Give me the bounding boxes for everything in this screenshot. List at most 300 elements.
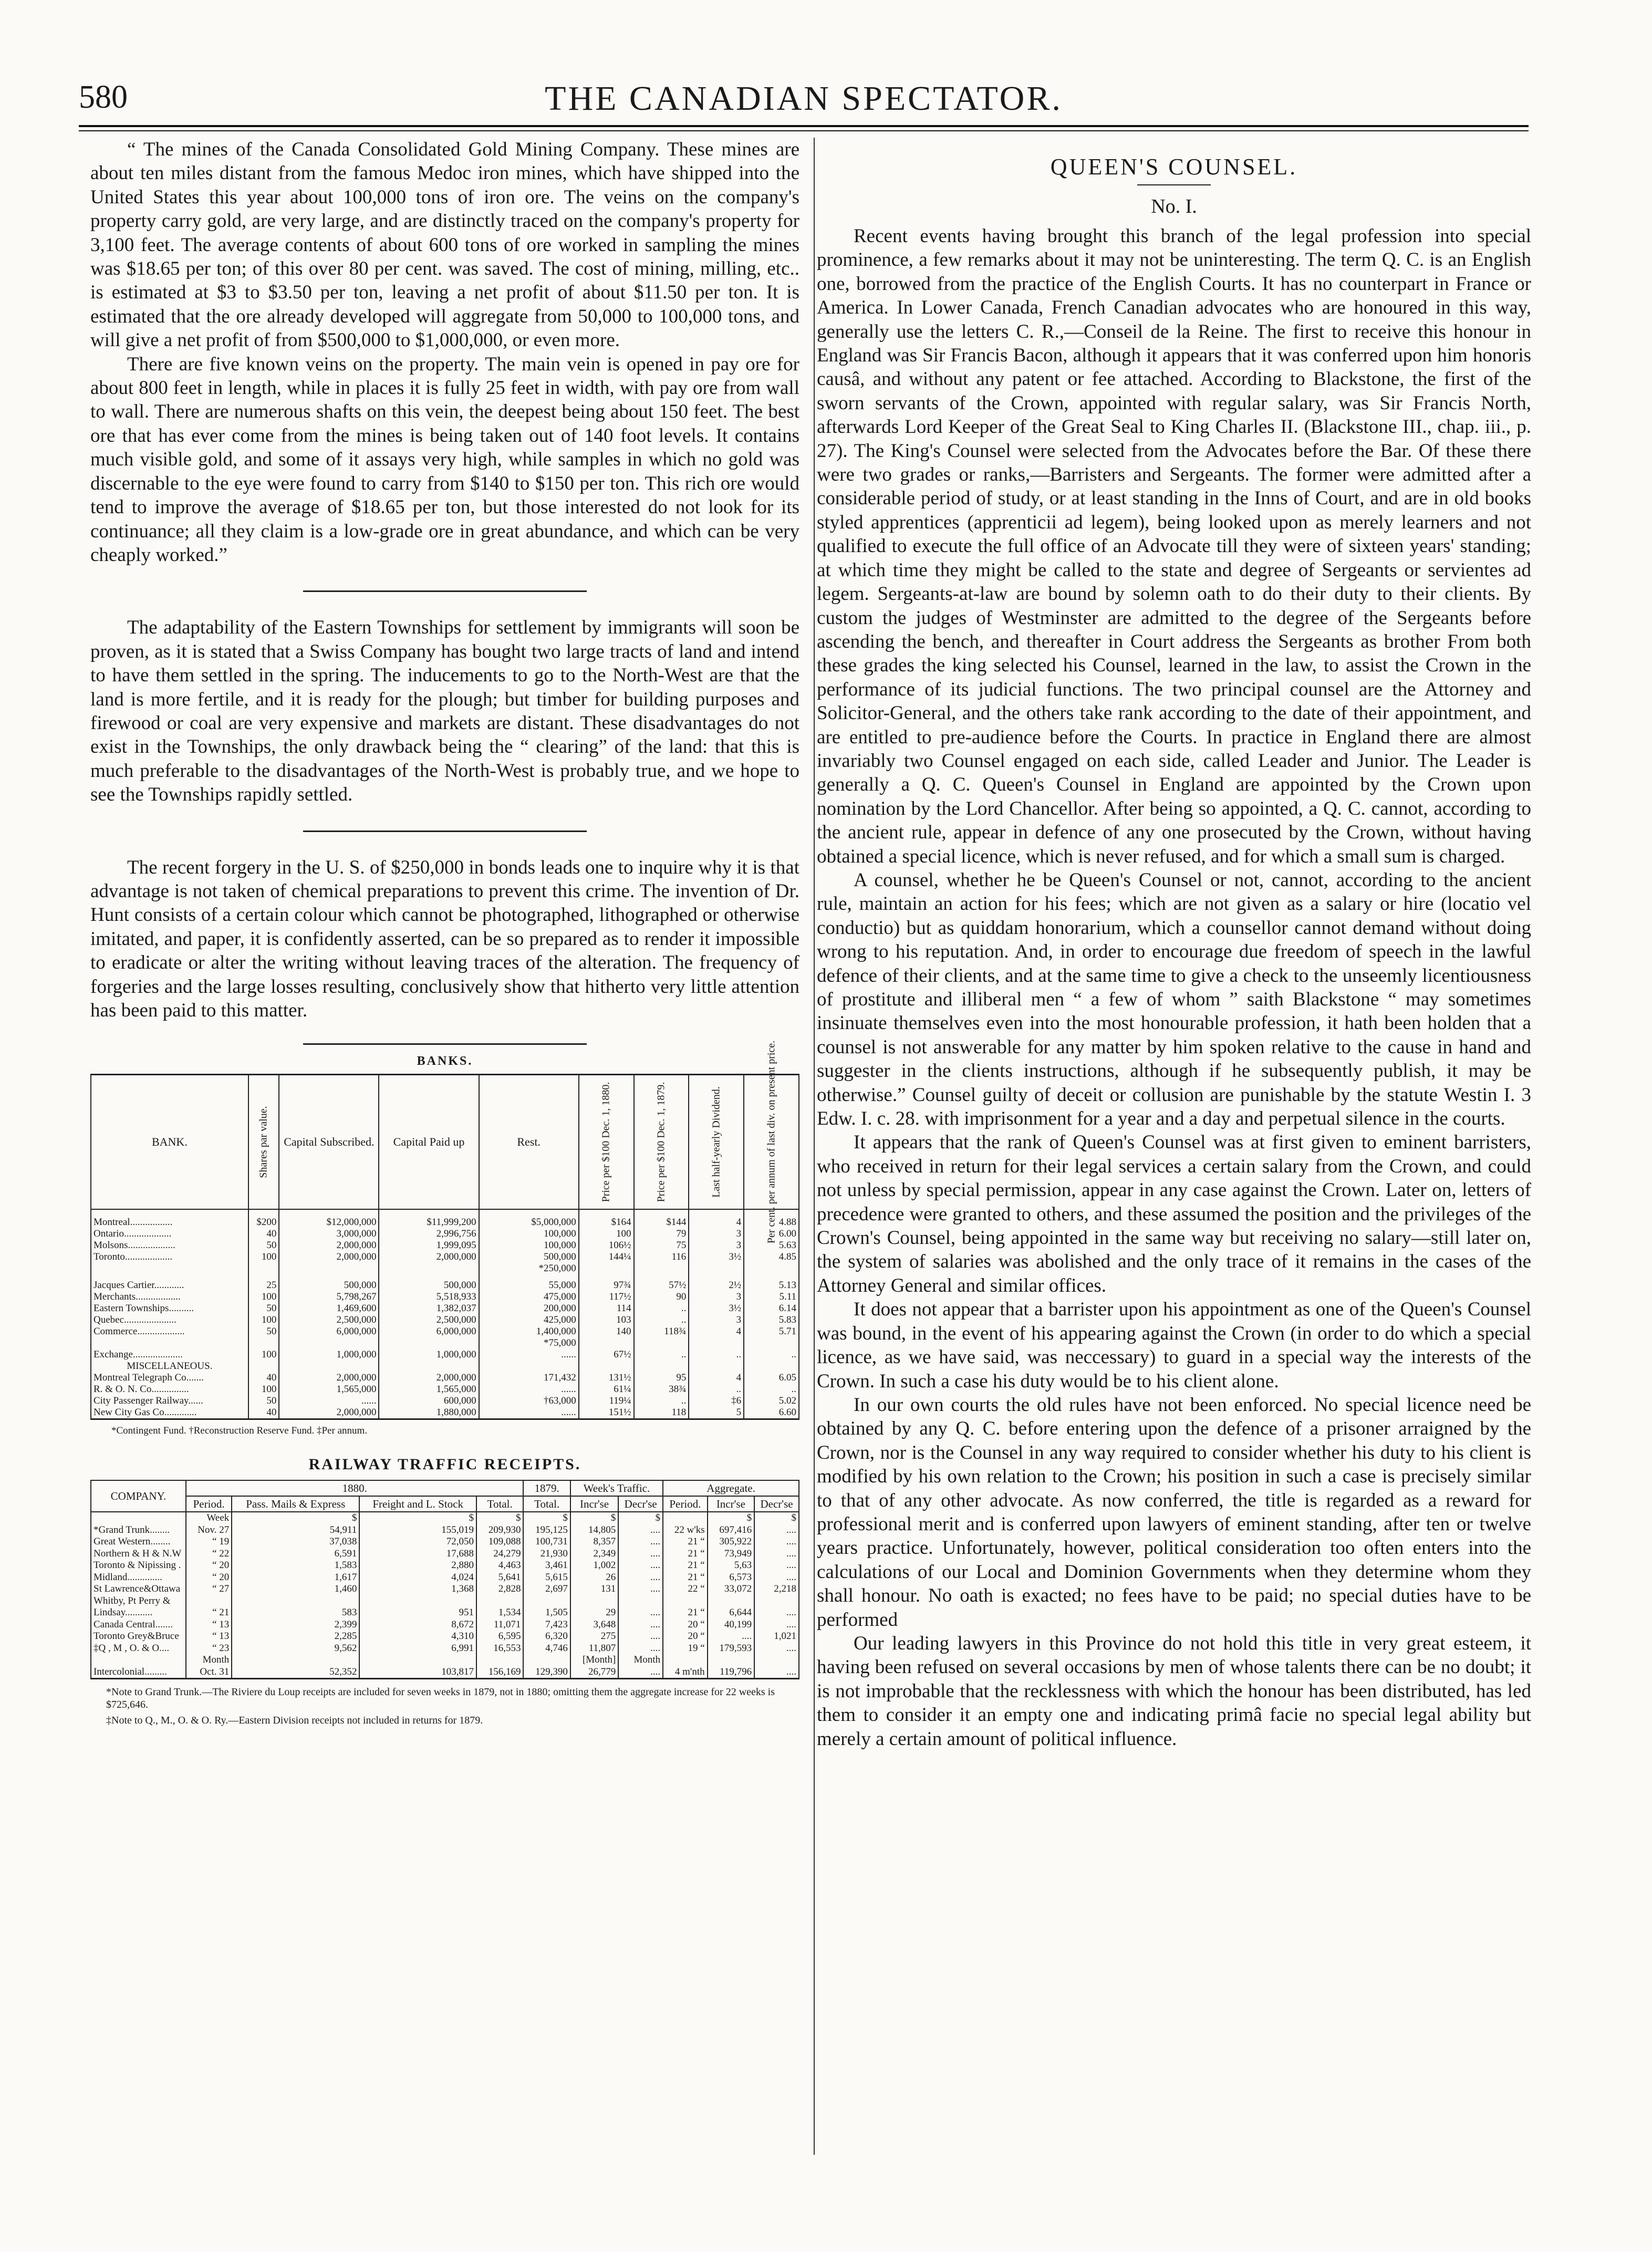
table-cell: 1,400,000 [479,1326,579,1337]
table-cell: 2,828 [476,1583,523,1595]
table-cell: 6,000,000 [379,1326,479,1337]
table-row [91,1384,799,1395]
table-cell: “ 20 [186,1572,232,1584]
table-cell: Eastern Townships.......... [91,1303,248,1314]
table-cell: .... [754,1524,799,1537]
table-cell [91,1263,248,1274]
table-cell [579,1263,634,1274]
table-cell: .. [689,1349,744,1361]
table-cell [663,1595,708,1607]
table-cell: 3 [689,1240,744,1251]
railway-subheader-row [91,1496,799,1512]
table-cell: 171,432 [479,1372,579,1384]
railway-table [90,1480,799,1679]
table-cell: 6.60 [744,1407,799,1419]
table-cell: 5,518,933 [379,1291,479,1303]
table-cell: .... [754,1619,799,1631]
column-header: Per cent. per annum of last div. on present price. [744,1075,799,1210]
table-cell: 2,000,000 [279,1240,379,1251]
table-cell [186,1595,232,1607]
table-row [91,1583,799,1595]
header-rule [79,125,1529,127]
table-cell: Month [618,1654,663,1666]
table-cell: ...... [479,1407,579,1419]
table-cell: Ontario................... [91,1228,248,1240]
table-cell: $ [359,1512,476,1524]
table-cell: 100,731 [523,1536,570,1548]
table-cell: 1,880,000 [379,1407,479,1419]
table-cell: Canada Central....... [91,1619,186,1631]
table-cell [379,1209,479,1217]
table-cell: 4 [689,1217,744,1228]
table-cell: 50 [248,1240,279,1251]
table-row [91,1572,799,1584]
table-cell: 1,565,000 [279,1384,379,1395]
table-cell [579,1209,634,1217]
table-cell: 3½ [689,1303,744,1314]
column-header: 1879. [523,1480,570,1496]
table-cell [248,1337,279,1349]
column-header: Week's Traffic. [570,1480,663,1496]
table-cell: 2,996,756 [379,1228,479,1240]
table-row [91,1619,799,1631]
table-cell [91,1274,248,1280]
table-cell: 5,63 [708,1560,754,1572]
table-cell: 40,199 [708,1619,754,1631]
table-cell [618,1595,663,1607]
table-cell: 117½ [579,1291,634,1303]
table-cell: 21 “ [663,1548,708,1560]
table-cell: 1,534 [476,1607,523,1619]
column-header: Aggregate. [663,1480,799,1496]
banks-caption: BANKS. [417,1054,473,1068]
table-cell: 4.88 [744,1217,799,1228]
table-cell: 33,072 [708,1583,754,1595]
article-paragraph: The recent forgery in the U. S. of $250,000 in bonds leads one to inquire why it is that advantage is not taken of chemical preparations to prevent this crime. The invention of Dr. Hunt consists of a certain colour which cannot be photographed, lithographed or otherwise imitated, and paper, it is confidently asserted, can be so prepared as to render it impossible to eradicate or alter the writing without leaving traces of the alteration. The frequency of forgeries and the large losses resulting, conclusively show that hitherto very little attention has been paid to this matter. [90,856,799,1021]
table-cell: 19 “ [663,1643,708,1655]
column-header: Pass. Mails & Express [232,1496,359,1512]
table-cell: 5.13 [744,1280,799,1291]
column-header: 1880. [186,1480,523,1496]
table-cell: 1,565,000 [379,1384,479,1395]
table-cell: 54,911 [232,1524,359,1537]
table-cell [279,1274,379,1280]
column-header: Capital Paid up [379,1075,479,1210]
table-cell: Toronto................... [91,1251,248,1263]
article-paragraph: There are five known veins on the property. The main vein is opened in pay ore for about 800 feet in length, while in places it is fully 25 feet in width, with pay ore from wall to wall. There are numerous shafts on this vein, the deepest being about 150 feet. The best ore that has ever come from the mines is being taken out of 140 foot levels. It contains much visible gold, and some of it assays very high, while samples in which no gold was discernable to the eye were found to carry from $140 to $150 per ton. This rich ore would tend to improve the average of $18.65 per ton, but those interested do not look for its continuance; all they claim is a low-grade ore in great abundance, and which can be very cheaply worked.” [90,353,799,566]
table-cell: Commerce................... [91,1326,248,1337]
table-cell: 6.05 [744,1372,799,1384]
table-cell: 2,349 [570,1548,618,1560]
table-cell: 100 [248,1314,279,1326]
table-cell: 79 [634,1228,689,1240]
table-cell [379,1263,479,1274]
table-cell: 1,368 [359,1583,476,1595]
table-cell: 2,218 [754,1583,799,1595]
table-cell: 500,000 [379,1280,479,1291]
table-cell: 6,644 [708,1607,754,1619]
table-cell: Week [186,1512,232,1524]
table-cell: .... [618,1572,663,1584]
table-cell: ‡Q , M , O. & O.... [91,1643,186,1655]
spacer-row [91,1274,799,1280]
table-cell: 195,125 [523,1524,570,1537]
table-cell: 4,310 [359,1631,476,1643]
table-cell: 179,593 [708,1643,754,1655]
table-row [91,1548,799,1560]
table-row [91,1280,799,1291]
table-cell [570,1595,618,1607]
table-cell [91,1209,248,1217]
table-cell: 3½ [689,1251,744,1263]
table-row [91,1512,799,1524]
table-cell: 5,615 [523,1572,570,1584]
table-cell: “ 20 [186,1560,232,1572]
table-cell: “ 22 [186,1548,232,1560]
table-cell: 2,500,000 [279,1314,379,1326]
table-cell: 2,000,000 [379,1372,479,1384]
table-cell: Molsons................... [91,1240,248,1251]
table-row [91,1349,799,1361]
table-cell: 6,591 [232,1548,359,1560]
table-cell: 119,796 [708,1666,754,1679]
table-cell: .... [754,1666,799,1679]
table-cell: 131½ [579,1372,634,1384]
table-cell: .. [634,1314,689,1326]
table-cell: 144¼ [579,1251,634,1263]
table-cell: 67½ [579,1349,634,1361]
table-cell: *75,000 [479,1337,579,1349]
table-cell: 50 [248,1303,279,1314]
table-cell: Toronto Grey&Bruce [91,1631,186,1643]
table-cell: .... [754,1607,799,1619]
table-cell: 2,000,000 [279,1372,379,1384]
table-cell [523,1654,570,1666]
table-cell: 90 [634,1291,689,1303]
table-cell [689,1209,744,1217]
table-cell: 1,583 [232,1560,359,1572]
table-cell: .... [754,1536,799,1548]
table-cell: 4,024 [359,1572,476,1584]
table-row [91,1303,799,1314]
table-cell: 22 w'ks [663,1524,708,1537]
table-cell: 17,688 [359,1548,476,1560]
table-cell: .. [744,1349,799,1361]
table-cell: 100,000 [479,1228,579,1240]
table-cell: 73,949 [708,1548,754,1560]
table-cell [279,1361,379,1372]
table-cell: 500,000 [479,1251,579,1263]
table-cell: .... [754,1643,799,1655]
table-cell [579,1337,634,1349]
table-cell: 1,382,037 [379,1303,479,1314]
table-cell: †63,000 [479,1395,579,1407]
table-row [91,1607,799,1619]
railway-body [91,1512,799,1679]
table-cell: 1,002 [570,1560,618,1572]
table-cell: 2,399 [232,1619,359,1631]
table-row [91,1595,799,1607]
table-cell [744,1263,799,1274]
column-header: Decr'se [754,1496,799,1512]
table-cell [476,1654,523,1666]
table-cell: Quebec..................... [91,1314,248,1326]
table-cell [479,1274,579,1280]
table-cell [359,1595,476,1607]
article-paragraph: The adaptability of the Eastern Townships for settlement by immigrants will soon be proven, as it is stated that a Swiss Company has bought two large tracts of land and intend to have them settled in the spring. The inducements to go to the North-West are that the land is more fertile, and it is ready for the plough; but timber for building purposes and firewood or coal are very expensive and markets are distant. These disadvantages do not exist in the Townships, the only drawback being the “ clearing” of the land: that this is much preferable to the disadvantages of the North-West is probably true, and we hope to see the Townships rapidly settled. [90,617,799,806]
table-cell: $ [570,1512,618,1524]
table-cell: .. [689,1384,744,1395]
section-row [91,1361,799,1372]
table-cell [634,1274,689,1280]
table-row [91,1536,799,1548]
table-cell: .... [618,1583,663,1595]
table-cell: 6,320 [523,1631,570,1643]
table-cell: 100,000 [479,1240,579,1251]
table-cell [708,1595,754,1607]
table-cell: 40 [248,1228,279,1240]
table-cell: 21 “ [663,1572,708,1584]
table-cell: $5,000,000 [479,1217,579,1228]
table-cell: 50 [248,1326,279,1337]
table-cell: 1,617 [232,1572,359,1584]
table-cell: “ 13 [186,1619,232,1631]
table-cell [523,1595,570,1607]
table-cell: 2,000,000 [379,1251,479,1263]
column-header: Freight and L. Stock [359,1496,476,1512]
table-cell [689,1263,744,1274]
table-cell: 21,930 [523,1548,570,1560]
table-row [91,1631,799,1643]
table-row [91,1666,799,1679]
table-cell: “ 19 [186,1536,232,1548]
table-cell: 5.02 [744,1395,799,1407]
table-cell: 5 [689,1407,744,1419]
table-row [91,1217,799,1228]
table-cell: 475,000 [479,1291,579,1303]
table-cell: $164 [579,1217,634,1228]
table-cell: 8,672 [359,1619,476,1631]
page-number: 580 [79,79,128,115]
table-cell [232,1595,359,1607]
table-cell: 8,357 [570,1536,618,1548]
column-header: Price per $100 Dec. 1, 1880. [579,1075,634,1210]
table-cell: 500,000 [279,1280,379,1291]
right-column [817,138,1531,1751]
table-cell: *Grand Trunk........ [91,1524,186,1537]
table-cell [91,1337,248,1349]
table-cell: “ 21 [186,1607,232,1619]
table-cell: 37,038 [232,1536,359,1548]
table-cell: $11,999,200 [379,1217,479,1228]
table-row [91,1291,799,1303]
table-cell: Whitby, Pt Perry & [91,1595,186,1607]
banks-body [91,1209,799,1419]
table-cell: 2,500,000 [379,1314,479,1326]
table-cell: 6.00 [744,1228,799,1240]
article-paragraph: “ The mines of the Canada Consolidated Gold Mining Company. These mines are about ten miles distant from the famous Medoc iron mines, which have shipped into the United States this year about 100,000 tons of iron ore. The veins on the company's property carry gold, are very large, and are distinctly traced on the company's property for 3,100 feet. The average contents of about 600 tons of ore worked in sampling the mines was $18.65 per ton; of this over 80 per cent. was saved. The cost of mining, milling, etc.. is estimated at $3 to $3.50 per ton, leaving a net profit of about $11.50 per ton. It is estimated that the ore already developed will aggregate from 50,000 to 100,000 tons, and will give a net profit of from $500,000 to $1,000,000, or even more. [90,139,799,351]
table-cell: 22 “ [663,1583,708,1595]
table-cell: .... [618,1548,663,1560]
railway-note: *Note to Grand Trunk.—The Riviere du Loup receipts are included for seven weeks in 1879, not in 1880; omitting them the aggregate increase for 22 weeks is $725,646. [106,1686,775,1711]
table-cell: 21 “ [663,1560,708,1572]
banks-footnote: *Contingent Fund. †Reconstruction Reserve Fund. ‡Per annum. [111,1425,368,1437]
table-cell: 109,088 [476,1536,523,1548]
column-header: Decr'se [618,1496,663,1512]
table-cell: 75 [634,1240,689,1251]
table-cell [634,1361,689,1372]
table-cell: 5,641 [476,1572,523,1584]
table-cell: .... [754,1572,799,1584]
table-cell: 21 “ [663,1607,708,1619]
table-cell [689,1274,744,1280]
table-cell: Merchants.................. [91,1291,248,1303]
table-cell: 100 [248,1251,279,1263]
table-cell: 100 [579,1228,634,1240]
table-cell: 3,000,000 [279,1228,379,1240]
masthead: THE CANADIAN SPECTATOR. [545,79,1063,118]
table-cell [754,1595,799,1607]
table-cell: 129,390 [523,1666,570,1679]
table-cell: .... [618,1524,663,1537]
column-header: Last half-yearly Dividend. [689,1075,744,1210]
table-cell [634,1337,689,1349]
table-cell [754,1654,799,1666]
table-cell: Intercolonial......... [91,1666,186,1679]
table-cell: 2,000,000 [279,1407,379,1419]
article-paragraph: It appears that the rank of Queen's Counsel was at first given to eminent barristers, who received in return for their legal services a certain salary from the Crown, and could not unless by special permission, appear in any case against the Crown. Later on, letters of precedence were granted to others, and these assumed the position and the privileges of the Crown's Counsel, being appointed in the same way but receiving no salary—still later on, the system of salaries was abolished and the only trace of it remains in the cases of the Attorney General and similar offices. [817,1132,1531,1296]
table-cell: Northern & H & N.W [91,1548,186,1560]
table-cell: 200,000 [479,1303,579,1314]
table-cell [579,1274,634,1280]
table-cell: 156,169 [476,1666,523,1679]
table-cell: 583 [232,1607,359,1619]
table-cell: 5,798,267 [279,1291,379,1303]
table-row [91,1251,799,1263]
table-cell: Exchange.................... [91,1349,248,1361]
table-cell: 209,930 [476,1524,523,1537]
table-cell: 52,352 [232,1666,359,1679]
table-cell [379,1337,479,1349]
table-row [91,1372,799,1384]
table-cell [232,1654,359,1666]
table-cell: 103,817 [359,1666,476,1679]
table-row [91,1560,799,1572]
table-cell: New City Gas Co............. [91,1407,248,1419]
table-cell: .... [618,1560,663,1572]
table-cell: ...... [479,1349,579,1361]
table-cell [579,1361,634,1372]
table-cell: Lindsay........... [91,1607,186,1619]
table-cell: ...... [479,1384,579,1395]
table-cell: 2,000,000 [279,1251,379,1263]
table-cell: 118 [634,1407,689,1419]
table-cell: .... [754,1560,799,1572]
table-cell: [Month] [570,1654,618,1666]
table-cell: 4 m'nth [663,1666,708,1679]
table-row [91,1326,799,1337]
table-cell: 3,648 [570,1619,618,1631]
table-row [91,1228,799,1240]
table-cell: “ 27 [186,1583,232,1595]
article-paragraph: It does not appear that a barrister upon his appointment as one of the Queen's Counsel was bound, in the event of his appearing against the Crown (in order to do which a special licence, as we have said, was neccessary) to guard in a special way the interests of the Crown. In such a case his duty would be to his client alone. [817,1299,1531,1392]
article-paragraph: Recent events having brought this branch of the legal profession into special prominence, a few remarks about it may not be uninteresting. The term Q. C. is an English one, borrowed from the practice of the English Courts. It has no counterpart in France or America. In Lower Canada, French Canadian advocates who are honoured in this way, generally use the letters C. R.,—Conseil de la Reine. The first to receive this honour in England was Sir Francis Bacon, although it appears that it was conferred upon him honoris causâ, and without any patent or fee attached. According to Blackstone, the first of the sworn servants of the Crown, appointed with regular salary, was Sir Francis North, afterwards Lord Keeper of the Great Seal to King Charles II. (Blackstone III., chap. iii., p. 27). The King's Counsel were selected from the Advocates before the Bar. Of these there were two grades or ranks,—Barristers and Sergeants. The former were admitted after a considerable period of study, or at least standing in the Inns of Court, and are in old books styled apprentices (apprenticii ad legem), being looked upon as merely learners and not qualified to execute the full office of an Advocate till they were of sixteen years' standing; at which time they might be called to the state and degree of Sergeants or servientes ad legem. Sergeants-at-law are bound by solemn oath to do their duty to their clients. By custom the judges of Westminster are admitted to the degree of the Sergeants before ascending the bench, and thereafter in Court address the Sergeants as brother From both these grades the king selected his Counsel, learned in the law, to assist the Crown in the performance of its judicial functions. The two principal counsel are the Attorney and Solicitor-General, and the others take rank according to the date of their appointment, and are entitled to pre-audience before the Courts. In practice in England there are almost invariably two Counsel engaged on each side, called Leader and Junior. The Leader is generally a Q. C. Queen's Counsel in England are appointed by the Crown upon nomination by the Lord Chancellor. After being so appointed, a Q. C. cannot, according to the ancient rule, appear in defence of any one prosecuted by the Crown, without having obtained a special licence, which is never refused, and for which a small sum is charged. [817,225,1531,867]
article-title: QUEEN'S COUNSEL. [1050,154,1298,180]
table-cell: St Lawrence&Ottawa [91,1583,186,1595]
article-paragraph: In our own courts the old rules have not been enforced. No special licence need be obtained by any Q. C. before entering upon the defence of a prisoner arraigned by the Crown, nor is the Counsel in any way required to consider whether his duty to his client is modified by his own relation to the Crown; his position in such a case is precisely similar to that of any other advocate. As now conferred, the title is regarded as a reward for professional merit and is conferred upon lawyers of eminent standing, after ten or twelve years practice. Unfortunately, however, political consideration too often enters into the calculations of our Local and Dominion Governments when they determine whom they shall honour. No oath is exacted; no fees have to be paid; no special duties have to be performed [817,1394,1531,1631]
banks-header-row [91,1075,799,1210]
table-cell: 9,562 [232,1643,359,1655]
table-cell: 97¾ [579,1280,634,1291]
railway-note: ‡Note to Q., M., O. & O. Ry.—Eastern Division receipts not included in returns for 1879. [106,1715,483,1727]
table-cell [91,1654,186,1666]
table-cell: 3,461 [523,1560,570,1572]
table-cell: 106½ [579,1240,634,1251]
table-cell: 4 [689,1372,744,1384]
table-cell: 100 [248,1349,279,1361]
table-cell: 155,019 [359,1524,476,1537]
table-cell: Midland.............. [91,1572,186,1584]
table-row [91,1643,799,1655]
table-row [91,1654,799,1666]
table-cell: “ 13 [186,1631,232,1643]
table-cell: $200 [248,1217,279,1228]
column-header: Incr'se [570,1496,618,1512]
table-cell: “ 23 [186,1643,232,1655]
railway-header-row [91,1480,799,1496]
table-cell: 2,697 [523,1583,570,1595]
table-row [91,1524,799,1537]
table-cell: 26,779 [570,1666,618,1679]
table-cell: .... [618,1536,663,1548]
table-cell: 20 “ [663,1631,708,1643]
column-header: Price per $100 Dec. 1, 1879. [634,1075,689,1210]
table-cell: 14,805 [570,1524,618,1537]
table-cell: 951 [359,1607,476,1619]
table-cell: .... [618,1643,663,1655]
table-cell: 40 [248,1407,279,1419]
table-cell: 4.85 [744,1251,799,1263]
table-cell [279,1337,379,1349]
table-cell: 103 [579,1314,634,1326]
table-cell: 55,000 [479,1280,579,1291]
table-cell: 697,416 [708,1524,754,1537]
table-cell: .. [634,1303,689,1314]
table-cell: $ [708,1512,754,1524]
column-header: COMPANY. [91,1480,186,1512]
table-cell: .. [634,1349,689,1361]
table-cell: 29 [570,1607,618,1619]
table-cell: 5.11 [744,1291,799,1303]
table-cell: $ [754,1512,799,1524]
section-divider [303,831,587,832]
table-cell: ...... [279,1395,379,1407]
table-cell: 100 [248,1291,279,1303]
table-cell: 7,423 [523,1619,570,1631]
table-cell [248,1209,279,1217]
spacer-row [91,1209,799,1217]
table-cell: $ [476,1512,523,1524]
table-cell: $ [523,1512,570,1524]
table-cell: 61¼ [579,1384,634,1395]
column-divider [814,138,815,2155]
table-cell: .. [744,1384,799,1395]
table-cell: Toronto & Nipissing . [91,1560,186,1572]
table-cell [663,1654,708,1666]
table-cell: 5.63 [744,1240,799,1251]
table-cell: 118¾ [634,1326,689,1337]
table-cell: .... [708,1631,754,1643]
